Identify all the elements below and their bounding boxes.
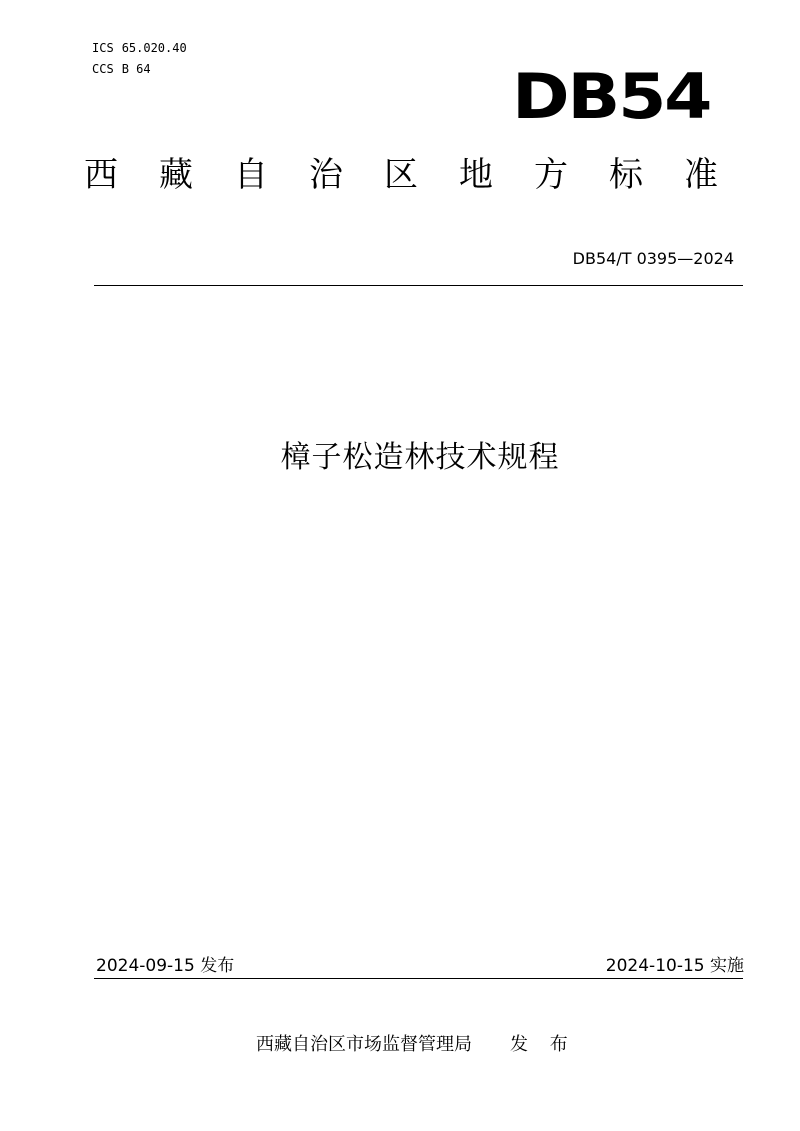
ics-code: 65.020.40 xyxy=(121,41,187,55)
effective-date: 2024-10-15 实施 xyxy=(605,956,744,976)
issue-label: 发 布 xyxy=(510,1034,576,1055)
standard-number: DB54/T 0395—2024 xyxy=(572,249,734,268)
bottom-divider xyxy=(94,978,743,979)
standard-type-char: 准 xyxy=(684,155,718,195)
ccs-label: CCS xyxy=(92,62,114,76)
standard-type-char: 标 xyxy=(609,155,643,195)
db54-logo: DB54 xyxy=(512,60,711,133)
classification-codes xyxy=(92,38,187,80)
issuing-authority: 西藏自治区市场监督管理局 xyxy=(256,1034,472,1055)
release-date: 2024-09-15 发布 xyxy=(96,956,235,976)
standard-type-char: 藏 xyxy=(159,155,193,195)
standard-type-char: 治 xyxy=(309,155,343,195)
issuer-line xyxy=(256,1032,576,1058)
document-title: 樟子松造林技术规程 xyxy=(280,440,560,475)
top-divider xyxy=(94,285,743,286)
standard-type-char: 地 xyxy=(459,155,493,195)
standard-type-heading xyxy=(76,150,726,200)
ccs-row xyxy=(92,59,187,80)
standard-type-char: 方 xyxy=(534,155,568,195)
ccs-code: B 64 xyxy=(121,62,151,76)
standard-type-char: 西 xyxy=(84,155,118,195)
ics-label: ICS xyxy=(92,41,114,55)
standard-type-char: 自 xyxy=(234,155,268,195)
ics-row xyxy=(92,38,187,59)
standard-type-char: 区 xyxy=(384,155,418,195)
